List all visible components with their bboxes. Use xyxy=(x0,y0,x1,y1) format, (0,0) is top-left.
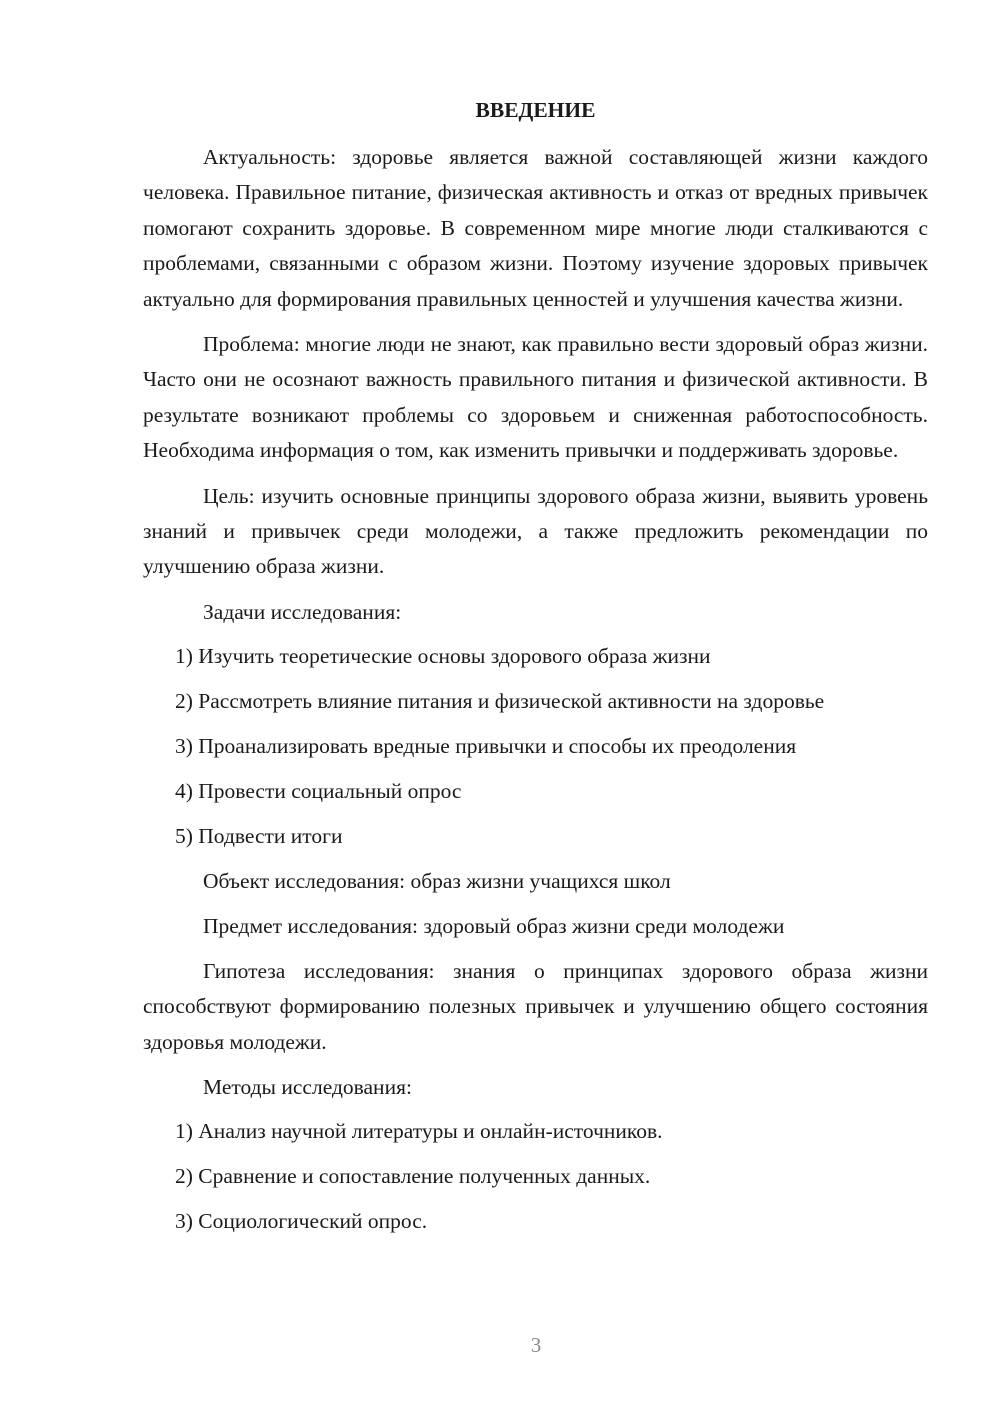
problem-paragraph: Проблема: многие люди не знают, как правильно вести здоровый образ жизни. Часто они не осознают важность правильного питания и физической активности. В результате возникают проблемы со здоровьем и сниженная работоспособность. Необходима информация о том, как изменить привычки и поддерживать здоровье. xyxy=(143,332,928,463)
section-heading: ВВЕДЕНИЕ xyxy=(475,98,596,122)
research-subject: Предмет исследования: здоровый образ жизни среди молодежи xyxy=(203,913,785,938)
list-item: 3) Социологический опрос. xyxy=(175,1209,428,1234)
list-item: 1) Анализ научной литературы и онлайн-источников. xyxy=(175,1119,663,1144)
list-item: 2) Рассмотреть влияние питания и физической активности на здоровье xyxy=(175,688,825,713)
hypothesis-paragraph: Гипотеза исследования: знания о принципах здорового образа жизни способствуют формированию полезных привычек и улучшению общего состояния здоровья молодежи. xyxy=(143,958,928,1054)
list-item: 1) Изучить теоретические основы здорового образа жизни xyxy=(175,643,711,668)
methods-list xyxy=(143,1114,928,1239)
page-number: 3 xyxy=(530,1333,542,1357)
goal-paragraph: Цель: изучить основные принципы здорового образа жизни, выявить уровень знаний и привычек среди молодежи, а также предложить рекомендации по улучшению образа жизни. xyxy=(143,483,928,579)
list-item: 5) Подвести итоги xyxy=(175,823,343,848)
tasks-list xyxy=(143,639,928,854)
research-object: Объект исследования: образ жизни учащихся школ xyxy=(203,868,671,893)
list-item: 3) Проанализировать вредные привычки и способы их преодоления xyxy=(175,733,797,758)
list-item: 4) Провести социальный опрос xyxy=(175,778,462,803)
tasks-heading: Задачи исследования: xyxy=(203,599,402,624)
methods-heading: Методы исследования: xyxy=(203,1075,412,1100)
document-page xyxy=(143,92,928,1249)
list-item: 2) Сравнение и сопоставление полученных данных. xyxy=(175,1164,651,1189)
relevance-paragraph: Актуальность: здоровье является важной составляющей жизни каждого человека. Правильное питание, физическая активность и отказ от вредных привычек помогают сохранить здоровье. В современном мире многие люди сталкиваются с проблемами, связанными с образом жизни. Поэтому изучение здоровых привычек актуально для формирования правильных ценностей и улучшения качества жизни. xyxy=(143,145,928,311)
